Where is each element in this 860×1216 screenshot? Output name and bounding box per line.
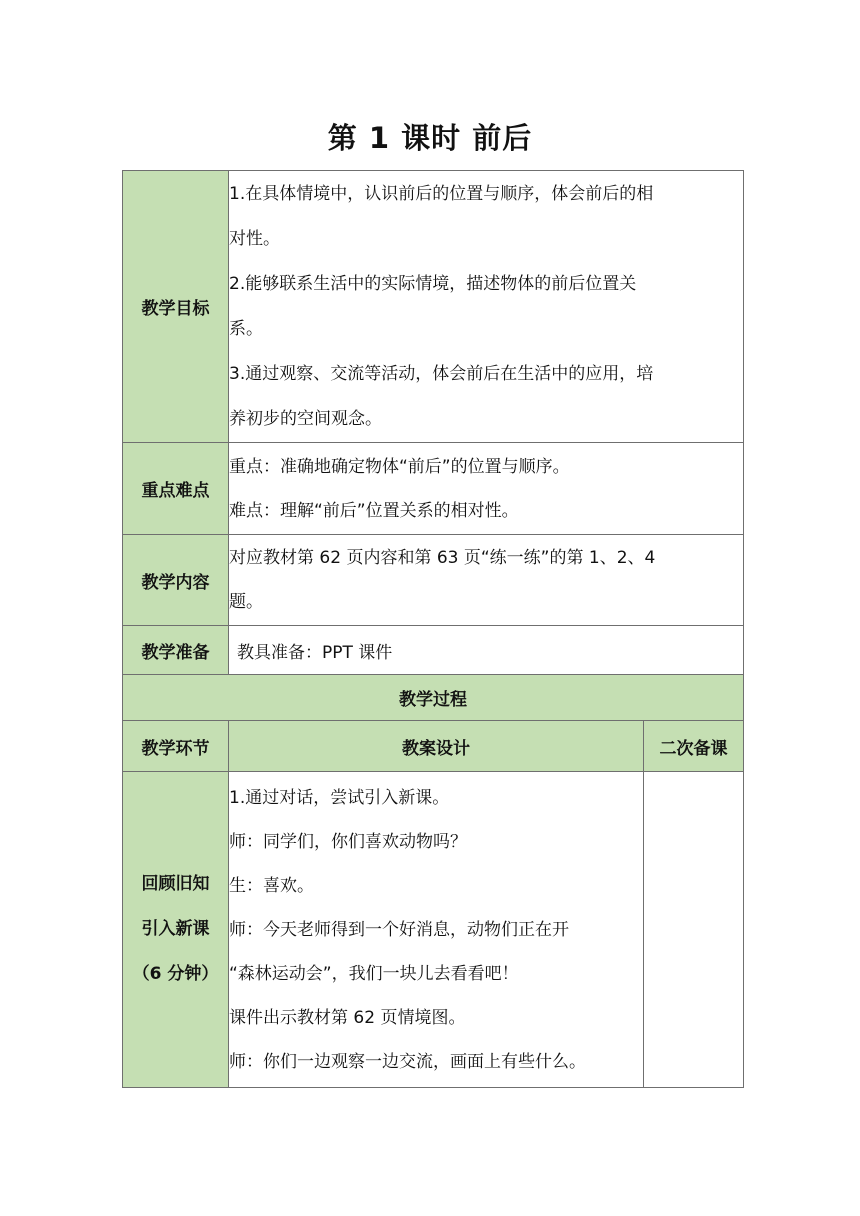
design-line: 1.通过对话，尝试引入新课。 — [229, 787, 450, 808]
design-line: “森林运动会”，我们一块儿去看看吧！ — [229, 963, 519, 984]
key-points-content — [229, 443, 744, 535]
preparation-label: 教学准备 — [123, 626, 229, 675]
design-line: 生：喜欢。 — [229, 875, 314, 896]
second-prep-column-header: 二次备课 — [644, 721, 744, 772]
difficulty-line: 难点：理解“前后”位置关系的相对性。 — [229, 500, 519, 521]
lesson-plan-table — [122, 170, 744, 1088]
design-line: 课件出示教材第 62 页情境图。 — [229, 1007, 466, 1028]
design-line: 师：同学们，你们喜欢动物吗？ — [229, 831, 467, 852]
preparation-row — [123, 626, 744, 675]
objective-line: 3.通过观察、交流等活动，体会前后在生活中的应用，培 — [229, 363, 654, 384]
content-row — [123, 535, 744, 626]
objective-line: 系。 — [229, 318, 263, 339]
stage-label-line: 引入新课 — [141, 919, 210, 939]
objective-line: 1.在具体情境中，认识前后的位置与顺序，体会前后的相 — [229, 183, 654, 204]
content-label: 教学内容 — [123, 535, 229, 626]
column-header-row — [123, 721, 744, 772]
stage-row — [123, 772, 744, 1088]
stage-column-header: 教学环节 — [123, 721, 229, 772]
stage-duration: （6 分钟） — [132, 964, 219, 984]
key-point-line: 重点：准确地确定物体“前后”的位置与顺序。 — [229, 456, 570, 477]
key-points-label: 重点难点 — [123, 443, 229, 535]
stage-design-content — [229, 772, 644, 1088]
objectives-content — [229, 171, 744, 443]
objectives-label: 教学目标 — [123, 171, 229, 443]
design-line: 师：今天老师得到一个好消息，动物们正在开 — [229, 919, 569, 940]
objectives-row — [123, 171, 744, 443]
process-header-row — [123, 675, 744, 721]
content-text — [229, 535, 744, 626]
objective-line: 养初步的空间观念。 — [229, 408, 382, 429]
process-heading: 教学过程 — [123, 675, 744, 721]
content-line: 题。 — [229, 592, 263, 612]
second-prep-cell — [644, 772, 744, 1088]
design-column-header: 教案设计 — [229, 721, 644, 772]
objective-line: 对性。 — [229, 228, 280, 249]
stage-label-line: 回顾旧知 — [141, 874, 210, 894]
stage-label — [123, 772, 229, 1088]
lesson-title: 第 1 课时 前后 — [327, 121, 533, 155]
content-line: 对应教材第 62 页内容和第 63 页“练一练”的第 1、2、4 — [229, 548, 656, 568]
key-points-row — [123, 443, 744, 535]
objective-line: 2.能够联系生活中的实际情境，描述物体的前后位置关 — [229, 273, 637, 294]
preparation-text: 教具准备：PPT 课件 — [229, 626, 744, 675]
design-line: 师：你们一边观察一边交流，画面上有些什么。 — [229, 1051, 586, 1072]
